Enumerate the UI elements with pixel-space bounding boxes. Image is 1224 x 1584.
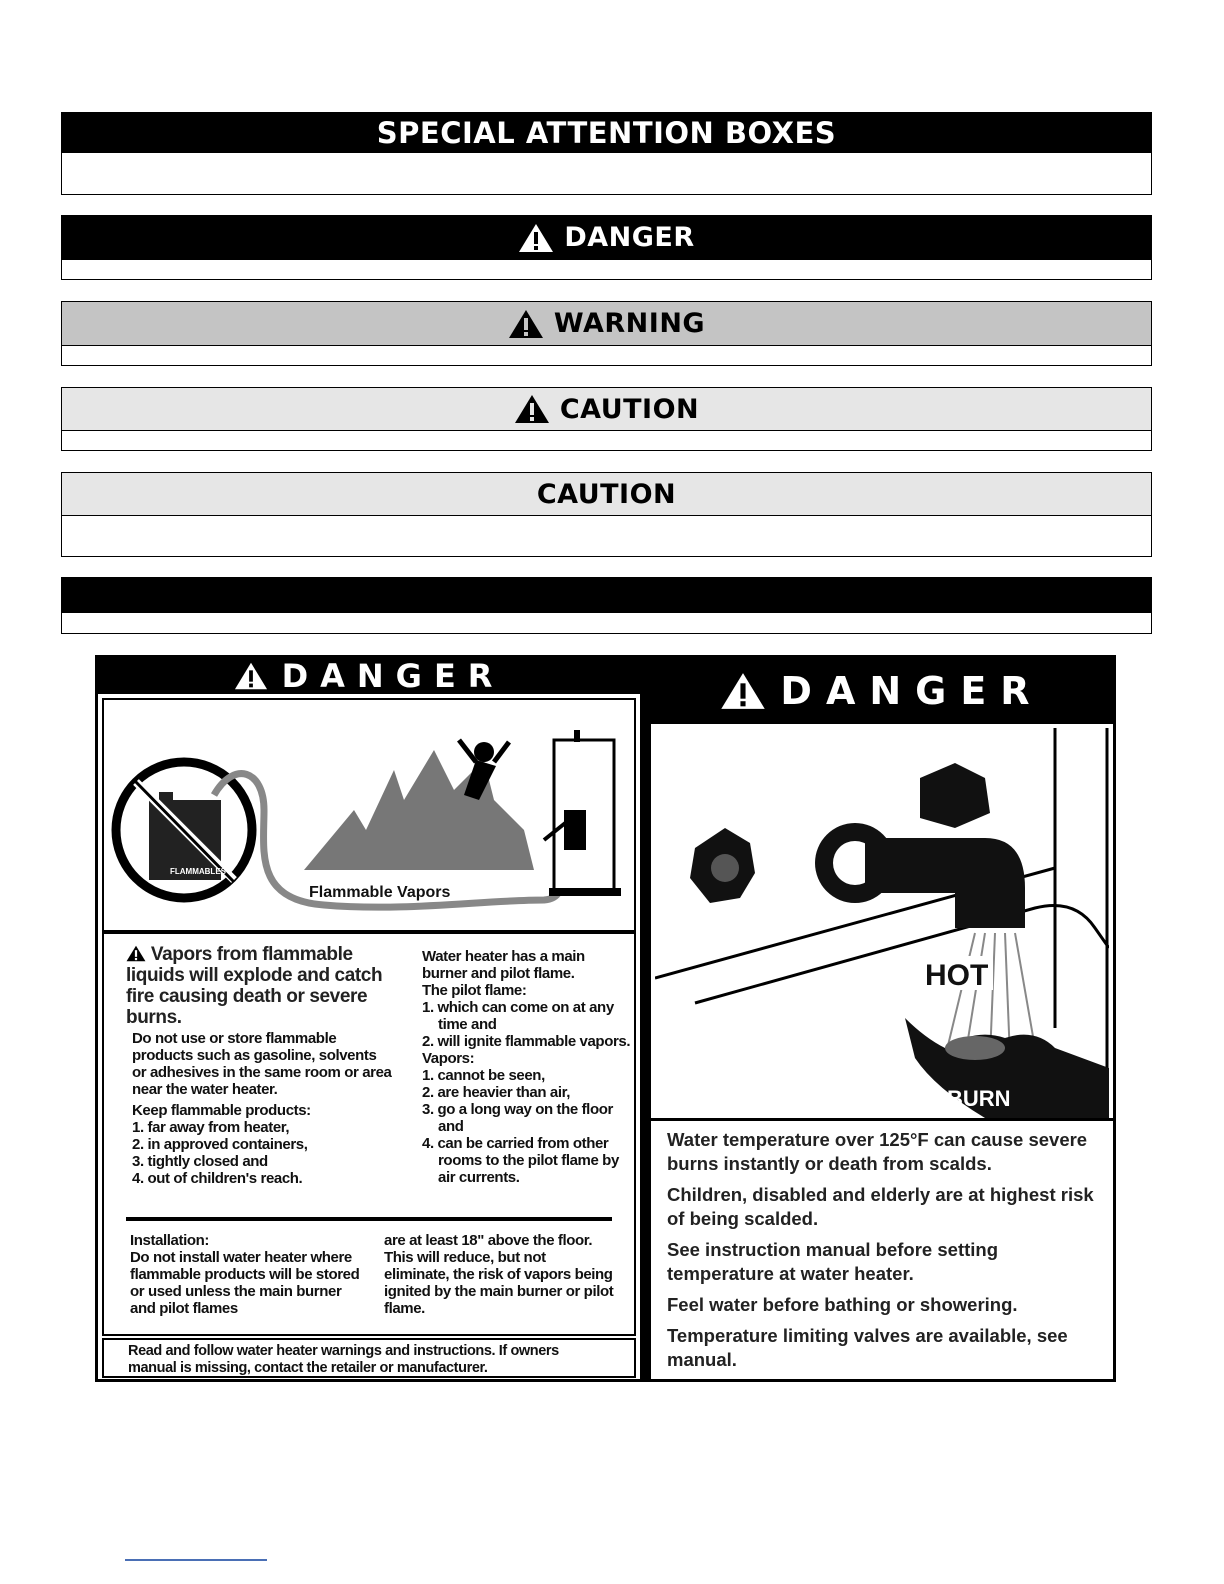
scald-line: See instruction manual before setting temperature at water heater. bbox=[667, 1239, 999, 1284]
caution-title: CAUTION bbox=[536, 478, 677, 510]
scald-line: Water temperature over 125°F can cause severe burns instantly or death from scalds. bbox=[667, 1129, 1088, 1174]
burn-label: BURN bbox=[947, 1086, 1011, 1111]
scald-danger-title: DANGER bbox=[780, 669, 1044, 713]
warning-triangle-icon bbox=[720, 671, 766, 711]
installation-text-b: are at least 18" above the floor. This will reduce, but not eliminate, the risk of vapors being ignited by the main burner or pilot flame. bbox=[384, 1232, 614, 1317]
danger-header bbox=[62, 216, 1151, 260]
special-attention-header bbox=[62, 113, 1151, 153]
warning-triangle-icon bbox=[518, 223, 554, 253]
scald-danger-header bbox=[651, 658, 1113, 724]
section-divider bbox=[651, 1118, 1113, 1121]
caution-icon-title: CAUTION bbox=[559, 393, 700, 425]
flammable-vapors-illustration bbox=[102, 698, 636, 932]
scald-line: Feel water before bathing or showering. bbox=[667, 1294, 1018, 1315]
list-item: 1. cannot be seen, bbox=[422, 1067, 545, 1084]
warning-header bbox=[62, 302, 1151, 346]
list-item: 3. tightly closed and bbox=[132, 1153, 268, 1170]
warning-title: WARNING bbox=[553, 308, 706, 339]
flammable-vapors-label: Flammable Vapors bbox=[309, 884, 451, 901]
notice-header bbox=[62, 578, 1151, 613]
warning-labels bbox=[95, 655, 1116, 1382]
scald-line: Temperature limiting valves are available, see manual. bbox=[667, 1325, 1068, 1370]
footer-rule bbox=[125, 1559, 267, 1561]
warning-triangle-icon bbox=[126, 945, 146, 962]
hot-label: HOT bbox=[925, 959, 989, 992]
installation-heading: Installation: bbox=[130, 1232, 209, 1249]
warning-triangle-icon bbox=[234, 661, 268, 691]
list-item: 3. go a long way on the floor and bbox=[422, 1101, 613, 1135]
flammable-danger-title: DANGER bbox=[281, 657, 505, 695]
section-divider bbox=[126, 1217, 612, 1221]
list-item: 2. in approved containers, bbox=[132, 1136, 308, 1153]
warning-box bbox=[61, 301, 1152, 366]
pilot-heading: The pilot flame: bbox=[422, 982, 527, 999]
installation-text-a bbox=[130, 1232, 370, 1317]
read-follow-text: Read and follow water heater warnings and instructions. If owners manual is missing, contact the retailer or manufacturer. bbox=[128, 1343, 559, 1376]
list-item: 2. are heavier than air, bbox=[422, 1084, 570, 1101]
list-item: 2. will ignite flammable vapors. bbox=[422, 1033, 631, 1050]
installation-text-part-a: Do not install water heater where flammable products will be stored or used unless the main burner and pilot flames bbox=[130, 1249, 360, 1317]
hot-water-illustration bbox=[655, 728, 1109, 1118]
vapors-headline-text: Vapors from flammable liquids will explode and catch fire causing death or severe burns. bbox=[126, 944, 383, 1028]
notice-box bbox=[61, 577, 1152, 634]
special-attention-box bbox=[61, 112, 1152, 195]
caution-header bbox=[62, 473, 1151, 516]
keep-products-heading: Keep flammable products: bbox=[132, 1102, 311, 1119]
flammable-danger-header bbox=[98, 658, 640, 694]
scald-line: Children, disabled and elderly are at highest risk of being scalded. bbox=[667, 1184, 1094, 1229]
scald-warning-text bbox=[667, 1128, 1097, 1379]
warning-triangle-icon bbox=[514, 394, 550, 424]
warning-triangle-icon bbox=[508, 309, 544, 339]
vapors-heading: Vapors: bbox=[422, 1050, 475, 1067]
pilot-intro-text: Water heater has a main burner and pilot flame. bbox=[422, 948, 585, 982]
list-item: 4. can be carried from other rooms to the pilot flame by air currents. bbox=[422, 1135, 619, 1186]
list-item: 4. out of children's reach. bbox=[132, 1170, 303, 1187]
caution-box bbox=[61, 472, 1152, 557]
read-follow-section bbox=[102, 1338, 636, 1378]
list-item: 1. far away from heater, bbox=[132, 1119, 290, 1136]
danger-title: DANGER bbox=[564, 222, 695, 253]
flammable-warning-text bbox=[102, 932, 636, 1336]
special-attention-title: SPECIAL ATTENTION BOXES bbox=[376, 115, 837, 150]
scald-danger-label bbox=[651, 658, 1113, 1379]
danger-box bbox=[61, 215, 1152, 280]
list-item: 1. which can come on at any time and bbox=[422, 999, 614, 1033]
storage-instructions bbox=[132, 1030, 392, 1187]
pilot-flame-info bbox=[422, 948, 632, 1186]
flammables-can-label: FLAMMABLES bbox=[170, 867, 226, 876]
flammable-danger-label bbox=[98, 658, 640, 1379]
do-not-use-text: Do not use or store flammable products such as gasoline, solvents or adhesives in the same room or area near the water heater. bbox=[132, 1030, 392, 1098]
vapors-headline bbox=[126, 944, 386, 1028]
caution-icon-box bbox=[61, 387, 1152, 451]
caution-icon-header bbox=[62, 388, 1151, 431]
